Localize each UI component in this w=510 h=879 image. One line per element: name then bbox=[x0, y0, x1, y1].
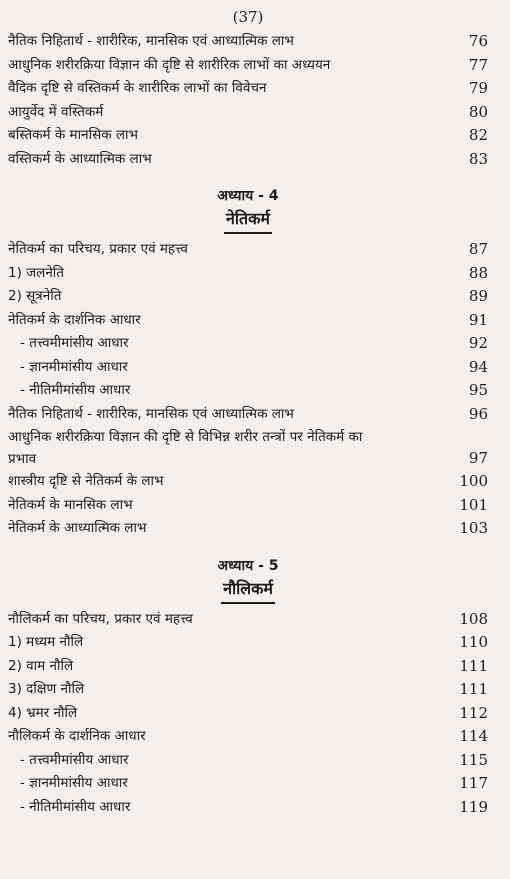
chapter-heading: अध्याय - 4 bbox=[217, 188, 279, 204]
entry-label: नेतिकर्म के दार्शनिक आधार bbox=[8, 311, 141, 328]
entry-page: 103 bbox=[459, 519, 488, 537]
toc-entry bbox=[8, 608, 488, 632]
entry-page: 82 bbox=[468, 126, 488, 144]
entry-page: 87 bbox=[468, 240, 488, 258]
entry-page: 110 bbox=[459, 633, 488, 651]
entry-label: नेतिकर्म के आध्यात्मिक लाभ bbox=[8, 520, 147, 536]
entry-page: 101 bbox=[459, 495, 488, 514]
toc-entry bbox=[8, 403, 488, 427]
entry-label: 2) सूत्रनेति bbox=[8, 288, 62, 304]
entry-page: 88 bbox=[468, 263, 488, 282]
entry-label: आधुनिक शरीरक्रिया विज्ञान की दृष्टि से विभिन्न शरीर तन्त्रों पर नेतिकर्म का प्रभाव bbox=[8, 429, 363, 467]
entry-page: 97 bbox=[468, 448, 488, 467]
entry-label: आयुर्वेद में वस्तिकर्म bbox=[8, 103, 104, 120]
toc-entry bbox=[8, 631, 488, 655]
toc-entry bbox=[8, 309, 488, 333]
entry-label: 1) मध्यम नौलि bbox=[8, 634, 84, 650]
toc-entry bbox=[8, 30, 488, 54]
entry-label: नैतिक निहितार्थ - शारीरिक, मानसिक एवं आध्यात्मिक लाभ bbox=[8, 405, 294, 422]
toc-entry bbox=[8, 772, 488, 796]
entry-page: 100 bbox=[459, 472, 488, 490]
toc-entry bbox=[8, 262, 488, 286]
toc-entry bbox=[8, 285, 488, 309]
toc-entry bbox=[8, 655, 488, 679]
entry-page: 96 bbox=[468, 404, 488, 423]
entry-page: 89 bbox=[468, 287, 488, 305]
toc-entry bbox=[8, 494, 488, 518]
entry-label: - नीतिमीमांसीय आधार bbox=[20, 798, 131, 815]
chapter-4 bbox=[8, 185, 488, 541]
chapter-title bbox=[8, 577, 488, 604]
entry-page: 77 bbox=[468, 55, 488, 74]
entry-label: नेतिकर्म के मानसिक लाभ bbox=[8, 496, 133, 513]
entry-page: 92 bbox=[468, 334, 488, 352]
entry-label: 4) भ्रमर नौलि bbox=[8, 704, 78, 721]
toc-entry bbox=[8, 796, 488, 820]
entry-label: वैदिक दृष्टि से वस्तिकर्म के शारीरिक लाभों का विवेचन bbox=[8, 80, 267, 96]
entry-label: 2) वाम नौलि bbox=[8, 657, 74, 674]
entry-page: 91 bbox=[468, 310, 488, 329]
chapter-title-text: नौलिकर्म bbox=[221, 577, 275, 604]
entry-label: आधुनिक शरीरक्रिया विज्ञान की दृष्टि से शारीरिक लाभों का अध्ययन bbox=[8, 56, 331, 73]
toc-entry bbox=[8, 148, 488, 172]
entry-page: 95 bbox=[468, 381, 488, 399]
chapter-title bbox=[8, 207, 488, 234]
entry-label: - ज्ञानमीमांसीय आधार bbox=[20, 358, 128, 375]
entry-page: 80 bbox=[468, 102, 488, 121]
chapter-5 bbox=[8, 555, 488, 820]
entry-page: 83 bbox=[468, 149, 488, 168]
entry-label: 3) दक्षिण नौलि bbox=[8, 681, 85, 697]
toc-entry bbox=[8, 124, 488, 148]
entry-page: 108 bbox=[459, 609, 488, 628]
toc-entry bbox=[8, 725, 488, 749]
chapter-heading: अध्याय - 5 bbox=[217, 557, 279, 574]
toc-entry bbox=[8, 238, 488, 262]
entry-page: 111 bbox=[459, 656, 488, 675]
toc-entry bbox=[8, 517, 488, 541]
toc-entry bbox=[8, 702, 488, 726]
entry-page: 117 bbox=[459, 774, 488, 792]
toc-entry bbox=[8, 749, 488, 773]
toc-section-top bbox=[8, 30, 488, 171]
toc-entry bbox=[8, 678, 488, 702]
toc-entry bbox=[8, 101, 488, 125]
toc-entry bbox=[8, 332, 488, 356]
entry-page: 114 bbox=[459, 727, 488, 745]
page-number: (37) bbox=[232, 8, 264, 26]
toc-entry bbox=[8, 470, 488, 494]
toc-entry bbox=[8, 356, 488, 380]
entry-label: शास्त्रीय दृष्टि से नेतिकर्म के लाभ bbox=[8, 473, 164, 489]
entry-page: 76 bbox=[468, 32, 488, 50]
entry-page: 94 bbox=[468, 357, 488, 376]
entry-label: - ज्ञानमीमांसीय आधार bbox=[20, 775, 128, 791]
entry-page: 79 bbox=[468, 79, 488, 97]
entry-label: बस्तिकर्म के मानसिक लाभ bbox=[8, 127, 139, 143]
entry-page: 112 bbox=[459, 703, 488, 722]
entry-label: 1) जलनेति bbox=[8, 264, 65, 281]
entry-label: - तत्त्वमीमांसीय आधार bbox=[20, 335, 129, 351]
entry-label: नेतिकर्म का परिचय, प्रकार एवं महत्त्व bbox=[8, 241, 188, 257]
entry-page: 111 bbox=[459, 680, 488, 698]
entry-label: - तत्त्वमीमांसीय आधार bbox=[20, 751, 129, 768]
entry-label: वस्तिकर्म के आध्यात्मिक लाभ bbox=[8, 150, 152, 167]
toc-entry bbox=[8, 379, 488, 403]
entry-label: नौलिकर्म का परिचय, प्रकार एवं महत्त्व bbox=[8, 610, 193, 627]
entry-label: - नीतिमीमांसीय आधार bbox=[20, 382, 131, 398]
entry-label: नौलिकर्म के दार्शनिक आधार bbox=[8, 728, 146, 744]
toc-entry bbox=[8, 426, 488, 470]
toc-entry bbox=[8, 77, 488, 101]
entry-page: 119 bbox=[459, 797, 488, 816]
toc-entry bbox=[8, 54, 488, 78]
chapter-title-text: नेतिकर्म bbox=[224, 207, 272, 234]
entry-label: नैतिक निहितार्थ - शारीरिक, मानसिक एवं आध्यात्मिक लाभ bbox=[8, 33, 294, 49]
entry-page: 115 bbox=[459, 750, 488, 769]
